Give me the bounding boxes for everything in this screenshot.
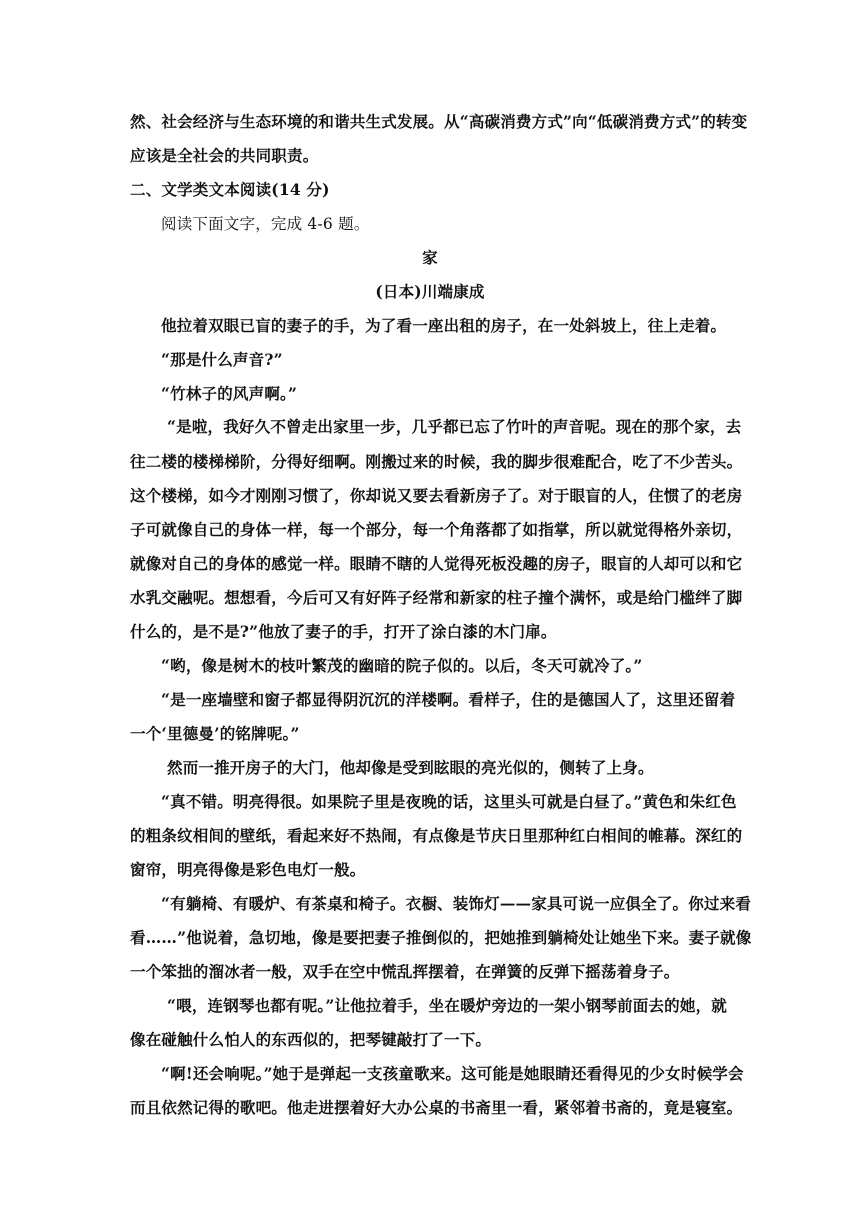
paragraph-line: “啊!还会响呢。”她于是弹起一支孩童歌来。这可能是她眼睛还看得见的少女时候学会 — [161, 1064, 744, 1083]
paragraph-line: “有躺椅、有暖炉、有茶桌和椅子。衣橱、装饰灯——家具可说一应俱全了。你过来看 — [161, 894, 752, 913]
paragraph-line: “是啦，我好久不曾走出家里一步，几乎都已忘了竹叶的声音呢。现在的那个家，去 — [167, 417, 742, 436]
paragraph-line: “那是什么声音?” — [161, 350, 283, 369]
paragraph-line: 什么的，是不是?”他放了妻子的手，打开了涂白漆的木门扉。 — [130, 622, 557, 641]
paragraph-line: 一个笨拙的溜冰者一般，双手在空中慌乱挥摆着，在弹簧的反弹下摇荡着身子。 — [130, 962, 680, 981]
intro-line: 然、社会经济与生态环境的和谐共生式发展。从“高碳消费方式”向“低碳消费方式”的转变 — [130, 112, 748, 131]
paragraph-line: 往二楼的楼梯梯阶，分得好细啊。刚搬过来的时候，我的脚步很难配合，吃了不少苦头。 — [130, 452, 743, 471]
paragraph-line: 像在碰触什么怕人的东西似的，把琴键敲打了一下。 — [130, 1030, 492, 1049]
paragraph-line: 然而一推开房子的大门，他却像是受到眩眼的亮光似的，侧转了上身。 — [167, 758, 654, 777]
paragraph-line: 看……”他说着，急切地，像是要把妻子推倒似的，把她推到躺椅处让她坐下来。妻子就像 — [130, 928, 752, 947]
paragraph-line: “竹林子的风声啊。” — [161, 384, 298, 403]
paragraph-line: 水乳交融呢。想想看，今后可又有好阵子经常和新家的柱子撞个满怀，或是给门槛绊了脚 — [130, 588, 743, 607]
intro-line: 应该是全社会的共同职责。 — [130, 146, 319, 165]
paragraph-line: 他拉着双眼已盲的妻子的手，为了看一座出租的房子，在一处斜坡上，往上走着。 — [161, 316, 727, 335]
paragraph-line: 一个‘里德曼’的铭牌呢。” — [130, 724, 300, 743]
story-title: 家 — [422, 248, 438, 267]
paragraph-line: “哟，像是树木的枝叶繁茂的幽暗的院子似的。以后，冬天可就冷了。” — [161, 656, 643, 675]
paragraph-line: 而且依然记得的歌吧。他走进摆着好大办公桌的书斋里一看，紧邻着书斋的，竟是寝室。 — [130, 1098, 743, 1117]
paragraph-line: 窗帘，明亮得像是彩色电灯一般。 — [130, 860, 366, 879]
paragraph-line: 这个楼梯，如今才刚刚习惯了，你却说又要去看新房子了。对于眼盲的人，住惯了的老房 — [130, 486, 743, 505]
section-instruction: 阅读下面文字，完成 4-6 题。 — [161, 215, 370, 233]
paragraph-line: 子可就像自己的身体一样，每一个部分，每一个角落都了如指掌，所以就觉得格外亲切， — [130, 520, 743, 539]
paragraph-line: 的粗条纹相间的壁纸，看起来好不热闹，有点像是节庆日里那种红白相间的帷幕。深红的 — [130, 826, 743, 845]
paragraph-line: “真不错。明亮得很。如果院子里是夜晚的话，这里头可就是白昼了。”黄色和朱红色 — [161, 792, 737, 811]
paragraph-line: “喂，连钢琴也都有呢。”让他拉着手，坐在暖炉旁边的一架小钢琴前面去的她，就 — [167, 996, 727, 1015]
section-heading: 二、文学类文本阅读(14 分) — [130, 180, 330, 199]
story-author: (日本)川端康成 — [375, 282, 485, 301]
paragraph-line: “是一座墙壁和窗子都显得阴沉沉的洋楼啊。看样子，住的是德国人了，这里还留着 — [161, 690, 736, 709]
paragraph-line: 就像对自己的身体的感觉一样。眼睛不瞎的人觉得死板没趣的房子，眼盲的人却可以和它 — [130, 554, 743, 573]
